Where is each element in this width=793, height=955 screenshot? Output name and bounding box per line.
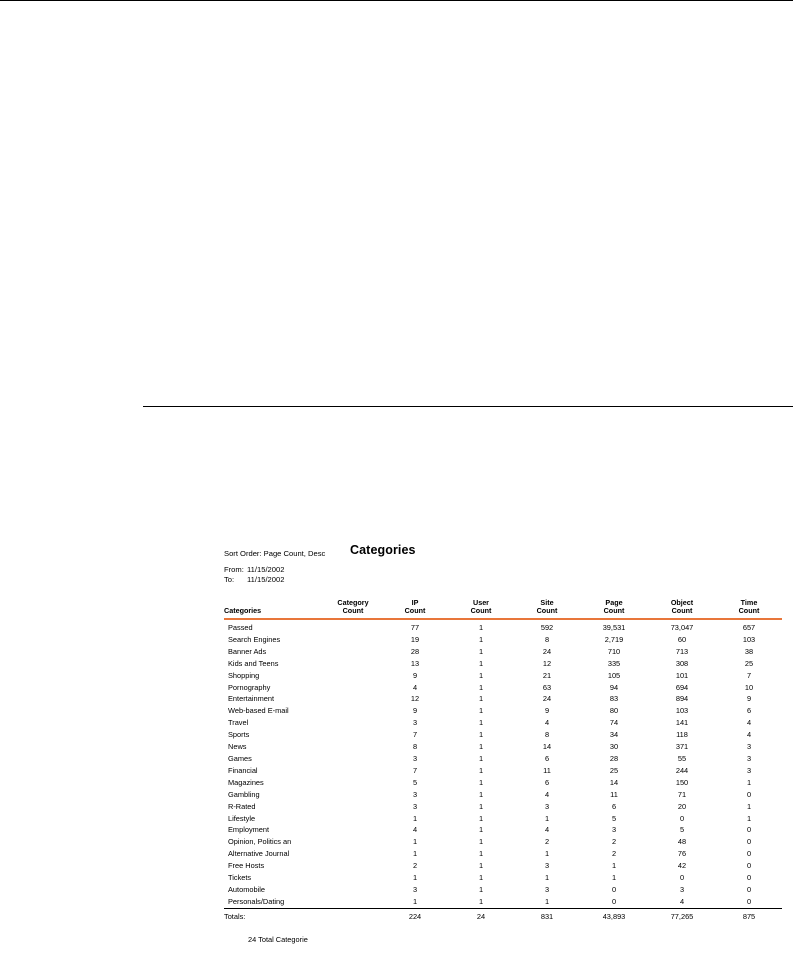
cell-user-count: 1: [478, 623, 484, 632]
total-category-count: [324, 908, 382, 922]
cell-object-count: 20: [677, 801, 687, 811]
cell-ip-count: 3: [412, 884, 418, 894]
cell-ip-count: 9: [412, 706, 418, 716]
cell-time-count: 4: [746, 718, 752, 728]
cell-category-count: [324, 693, 382, 705]
cell-site-count: 1: [544, 813, 550, 823]
cell-category-count: [324, 753, 382, 765]
cell-object-count: 3: [679, 884, 685, 894]
totals-row: [224, 908, 782, 922]
cell-user-count: 1: [478, 706, 484, 716]
cell-page-count: 335: [607, 658, 621, 668]
cell-site-count: 3: [544, 801, 550, 811]
cell-page-count: 2,719: [604, 634, 624, 644]
table-row: [224, 884, 782, 896]
cell-time-count: 9: [746, 694, 752, 704]
cell-page-count: 0: [611, 896, 617, 906]
table-row: [224, 717, 782, 729]
cell-object-count: 42: [677, 861, 687, 871]
cell-user-count: 1: [478, 634, 484, 644]
total-object-count: 77,265: [648, 908, 716, 922]
cell-categories: Entertainment: [228, 694, 275, 704]
cell-object-count: 371: [675, 742, 689, 752]
cell-time-count: 10: [744, 682, 754, 692]
cell-categories: Financial: [228, 765, 258, 775]
from-label: From:: [224, 565, 244, 574]
cell-time-count: 0: [746, 849, 752, 859]
cell-categories: Lifestyle: [228, 813, 256, 823]
cell-user-count: 1: [478, 825, 484, 835]
cell-ip-count: 9: [412, 670, 418, 680]
cell-categories: Sports: [228, 730, 250, 740]
cell-category-count: [324, 658, 382, 670]
column-header-category-count: Category Count: [324, 599, 382, 619]
cell-page-count: 0: [611, 884, 617, 894]
cell-time-count: 3: [746, 753, 752, 763]
cell-category-count: [324, 872, 382, 884]
cell-category-count: [324, 848, 382, 860]
cell-page-count: 6: [611, 801, 617, 811]
table-row: [224, 789, 782, 801]
cell-time-count: 1: [746, 801, 752, 811]
cell-user-count: 1: [478, 658, 484, 668]
to-label: To:: [224, 575, 235, 584]
cell-object-count: 694: [675, 682, 689, 692]
table-row: [224, 860, 782, 872]
to-value: 11/15/2002: [247, 575, 285, 584]
section-divider-rule: [143, 406, 793, 407]
cell-page-count: 30: [609, 742, 619, 752]
cell-object-count: 73,047: [670, 623, 694, 632]
table-row: [224, 777, 782, 789]
table-row: [224, 658, 782, 670]
cell-page-count: 94: [609, 682, 619, 692]
categories-table: [224, 599, 782, 923]
cell-user-count: 1: [478, 873, 484, 883]
cell-page-count: 83: [609, 694, 619, 704]
cell-page-count: 3: [611, 825, 617, 835]
cell-site-count: 8: [544, 634, 550, 644]
cell-time-count: 1: [746, 777, 752, 787]
cell-category-count: [324, 765, 382, 777]
cell-ip-count: 3: [412, 789, 418, 799]
cell-page-count: 1: [611, 873, 617, 883]
cell-time-count: 0: [746, 789, 752, 799]
categories-report: [224, 543, 784, 944]
cell-categories: Employment: [228, 825, 270, 835]
table-row: [224, 741, 782, 753]
cell-categories: Web-based E-mail: [228, 706, 289, 716]
cell-ip-count: 2: [412, 861, 418, 871]
table-row: [224, 682, 782, 694]
column-header-page-count: Page Count: [580, 599, 648, 619]
cell-categories: Banner Ads: [228, 646, 267, 656]
table-row: [224, 848, 782, 860]
cell-page-count: 14: [609, 777, 619, 787]
cell-ip-count: 1: [412, 873, 418, 883]
cell-category-count: [324, 896, 382, 908]
table-row: [224, 836, 782, 848]
cell-category-count: [324, 682, 382, 694]
cell-page-count: 1: [611, 861, 617, 871]
column-header-site-count: Site Count: [514, 599, 580, 619]
cell-user-count: 1: [478, 646, 484, 656]
cell-categories: Opinion, Politics an: [228, 837, 292, 847]
cell-time-count: 0: [746, 837, 752, 847]
cell-categories: Pornography: [228, 682, 271, 692]
sort-order-text: Sort Order: Page Count, Desc: [224, 549, 326, 558]
cell-user-count: 1: [478, 694, 484, 704]
report-header: [224, 545, 784, 565]
table-row: [224, 801, 782, 813]
cell-user-count: 1: [478, 837, 484, 847]
cell-ip-count: 13: [410, 658, 420, 668]
column-header-user-count: User Count: [448, 599, 514, 619]
cell-user-count: 1: [478, 849, 484, 859]
cell-categories: Alternative Journal: [228, 849, 290, 859]
table-row: [224, 872, 782, 884]
from-value: 11/15/2002: [247, 565, 285, 574]
cell-categories: Games: [228, 753, 252, 763]
cell-category-count: [324, 705, 382, 717]
table-row: [224, 729, 782, 741]
total-ip-count: 224: [382, 908, 448, 922]
column-header-ip-count: IP Count: [382, 599, 448, 619]
cell-site-count: 2: [544, 837, 550, 847]
cell-user-count: 1: [478, 861, 484, 871]
cell-site-count: 63: [542, 682, 552, 692]
cell-category-count: [324, 619, 382, 634]
cell-ip-count: 19: [410, 634, 420, 644]
cell-ip-count: 1: [412, 896, 418, 906]
cell-site-count: 9: [544, 706, 550, 716]
cell-object-count: 118: [676, 730, 688, 740]
cell-site-count: 4: [544, 825, 550, 835]
table-row: [224, 765, 782, 777]
cell-object-count: 4: [679, 896, 685, 906]
cell-time-count: 657: [742, 623, 756, 632]
cell-user-count: 1: [478, 813, 484, 823]
cell-page-count: 39,531: [602, 623, 626, 632]
total-time-count: 875: [716, 908, 782, 922]
cell-time-count: 3: [746, 742, 752, 752]
cell-user-count: 1: [478, 789, 484, 799]
cell-time-count: 0: [746, 825, 752, 835]
cell-time-count: 0: [746, 896, 752, 906]
cell-category-count: [324, 836, 382, 848]
table-row: [224, 753, 782, 765]
cell-user-count: 1: [478, 730, 484, 740]
cell-ip-count: 3: [412, 718, 418, 728]
total-user-count: 24: [448, 908, 514, 922]
cell-categories: News: [228, 742, 247, 752]
cell-categories: Travel: [228, 718, 249, 728]
cell-time-count: 38: [744, 646, 754, 656]
cell-site-count: 6: [544, 753, 550, 763]
cell-time-count: 3: [746, 765, 752, 775]
page-top-rule: [0, 0, 793, 1]
column-header-categories: Categories: [224, 599, 324, 619]
table-row: [224, 693, 782, 705]
cell-ip-count: 1: [412, 849, 418, 859]
cell-page-count: 5: [611, 813, 617, 823]
cell-user-count: 1: [478, 753, 484, 763]
cell-object-count: 71: [677, 789, 687, 799]
cell-user-count: 1: [478, 682, 484, 692]
cell-category-count: [324, 670, 382, 682]
cell-object-count: 308: [675, 658, 689, 668]
cell-object-count: 141: [675, 718, 689, 728]
cell-page-count: 34: [609, 730, 619, 740]
cell-page-count: 2: [611, 837, 617, 847]
cell-category-count: [324, 729, 382, 741]
cell-ip-count: 1: [412, 813, 418, 823]
cell-category-count: [324, 717, 382, 729]
column-header-time-count: Time Count: [716, 599, 782, 619]
cell-object-count: 0: [679, 813, 685, 823]
cell-ip-count: 28: [410, 646, 420, 656]
cell-site-count: 21: [542, 670, 552, 680]
cell-category-count: [324, 741, 382, 753]
cell-object-count: 150: [675, 777, 689, 787]
cell-categories: Search Engines: [228, 634, 281, 644]
to-date-row: [224, 575, 784, 585]
cell-time-count: 4: [746, 730, 752, 740]
cell-user-count: 1: [478, 896, 484, 906]
cell-object-count: 244: [675, 765, 689, 775]
cell-categories: Kids and Teens: [228, 658, 279, 668]
cell-time-count: 1: [746, 813, 752, 823]
cell-ip-count: 8: [412, 742, 418, 752]
cell-category-count: [324, 634, 382, 646]
total-categories-note: 24 Total Categorie: [248, 935, 308, 944]
column-header-object-count: Object Count: [648, 599, 716, 619]
table-row: [224, 634, 782, 646]
cell-time-count: 25: [744, 658, 754, 668]
cell-object-count: 48: [677, 837, 687, 847]
cell-object-count: 55: [677, 753, 687, 763]
cell-site-count: 14: [542, 742, 552, 752]
cell-site-count: 11: [543, 765, 551, 775]
table-header-row: [224, 599, 782, 619]
table-row: [224, 705, 782, 717]
cell-categories: Tickets: [228, 873, 252, 883]
cell-page-count: 710: [607, 646, 621, 656]
cell-user-count: 1: [478, 884, 484, 894]
cell-time-count: 7: [746, 670, 752, 680]
cell-user-count: 1: [478, 742, 484, 752]
cell-user-count: 1: [478, 777, 484, 787]
cell-site-count: 8: [544, 730, 550, 740]
cell-user-count: 1: [478, 765, 484, 775]
table-row: [224, 619, 782, 634]
cell-object-count: 101: [675, 670, 689, 680]
cell-time-count: 0: [746, 861, 752, 871]
cell-site-count: 592: [540, 623, 554, 632]
cell-ip-count: 77: [410, 623, 420, 632]
table-row: [224, 646, 782, 658]
cell-page-count: 74: [609, 718, 619, 728]
cell-object-count: 894: [675, 694, 689, 704]
cell-site-count: 24: [542, 694, 552, 704]
cell-time-count: 6: [746, 706, 752, 716]
cell-object-count: 0: [679, 873, 685, 883]
cell-category-count: [324, 646, 382, 658]
cell-page-count: 11: [610, 789, 618, 799]
cell-category-count: [324, 789, 382, 801]
cell-object-count: 76: [677, 849, 687, 859]
table-body: [224, 619, 782, 908]
cell-site-count: 4: [544, 718, 550, 728]
cell-user-count: 1: [478, 670, 484, 680]
cell-page-count: 80: [609, 706, 619, 716]
cell-user-count: 1: [478, 801, 484, 811]
cell-page-count: 2: [611, 849, 617, 859]
report-title: Categories: [350, 543, 416, 557]
cell-site-count: 1: [544, 873, 550, 883]
cell-categories: R-Rated: [228, 801, 256, 811]
cell-categories: Shopping: [228, 670, 260, 680]
cell-site-count: 24: [542, 646, 552, 656]
cell-categories: Automobile: [228, 884, 265, 894]
cell-ip-count: 4: [412, 682, 418, 692]
cell-time-count: 103: [742, 634, 756, 644]
cell-time-count: 0: [746, 873, 752, 883]
from-date-row: [224, 565, 784, 575]
cell-categories: Passed: [228, 623, 253, 632]
cell-site-count: 4: [544, 789, 550, 799]
cell-page-count: 105: [607, 670, 621, 680]
cell-category-count: [324, 884, 382, 896]
cell-ip-count: 3: [412, 753, 418, 763]
cell-ip-count: 5: [412, 777, 418, 787]
cell-ip-count: 12: [410, 694, 420, 704]
cell-object-count: 5: [679, 825, 685, 835]
cell-site-count: 3: [544, 861, 550, 871]
cell-site-count: 6: [544, 777, 550, 787]
cell-categories: Gambling: [228, 789, 260, 799]
table-row: [224, 813, 782, 825]
cell-page-count: 28: [609, 753, 619, 763]
cell-site-count: 1: [544, 849, 550, 859]
cell-time-count: 0: [746, 884, 752, 894]
cell-object-count: 60: [677, 634, 687, 644]
cell-category-count: [324, 813, 382, 825]
total-site-count: 831: [514, 908, 580, 922]
cell-ip-count: 7: [412, 765, 418, 775]
cell-category-count: [324, 860, 382, 872]
cell-site-count: 3: [544, 884, 550, 894]
cell-site-count: 12: [542, 658, 552, 668]
cell-page-count: 25: [609, 765, 619, 775]
cell-category-count: [324, 824, 382, 836]
cell-ip-count: 7: [412, 730, 418, 740]
cell-category-count: [324, 801, 382, 813]
table-row: [224, 824, 782, 836]
total-page-count: 43,893: [580, 908, 648, 922]
cell-ip-count: 3: [412, 801, 418, 811]
table-row: [224, 896, 782, 908]
cell-object-count: 103: [675, 706, 689, 716]
cell-categories: Free Hosts: [228, 861, 265, 871]
cell-category-count: [324, 777, 382, 789]
total-categories: Totals:: [224, 908, 324, 922]
cell-object-count: 713: [675, 646, 689, 656]
cell-user-count: 1: [478, 718, 484, 728]
cell-ip-count: 4: [412, 825, 418, 835]
table-row: [224, 670, 782, 682]
cell-site-count: 1: [544, 896, 550, 906]
cell-categories: Personals/Dating: [228, 896, 285, 906]
cell-categories: Magazines: [228, 777, 264, 787]
cell-ip-count: 1: [412, 837, 418, 847]
